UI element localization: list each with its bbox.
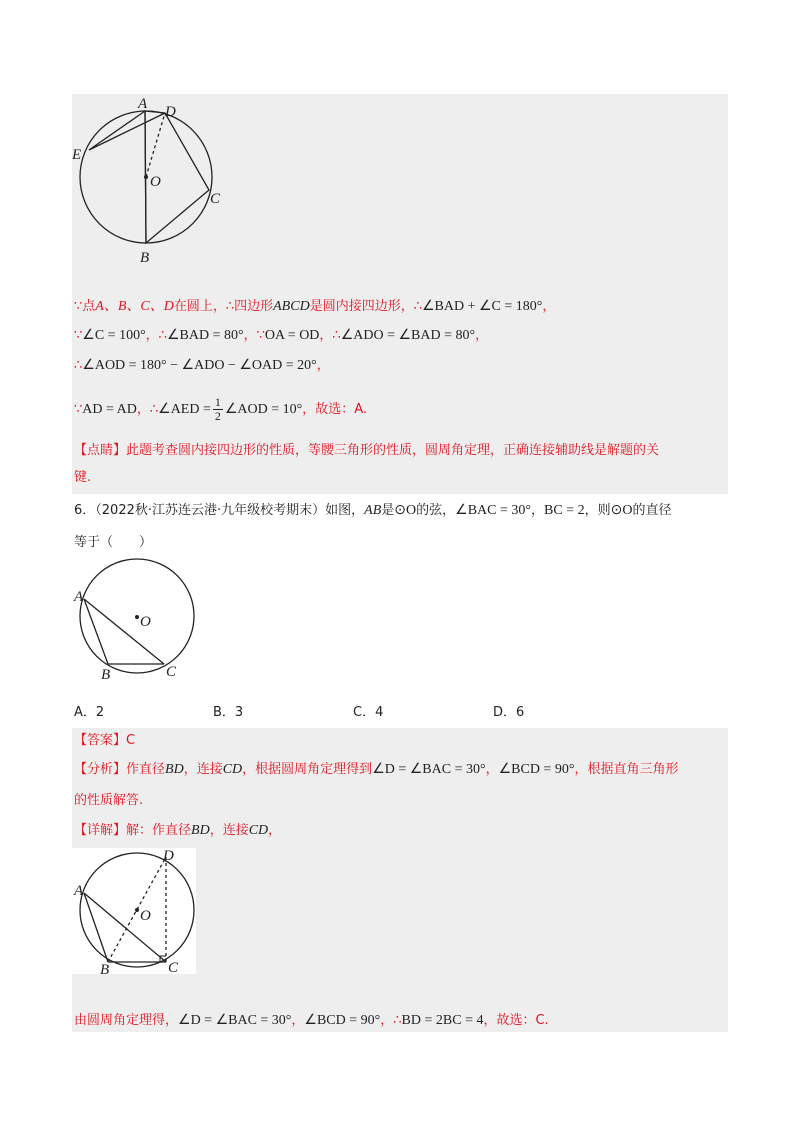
option-b[interactable]: B．3 <box>213 705 244 720</box>
label-a: A <box>138 96 148 112</box>
figure-1-cyclic-quadrilateral <box>70 94 240 269</box>
option-a[interactable]: A．2 <box>74 705 105 720</box>
detail-line: 【详解】解：作直径BD，连接CD， <box>74 823 282 838</box>
label-b: B <box>140 250 150 266</box>
detail-tag: 【详解】 <box>74 823 127 838</box>
comment-tag: 【点睛】 <box>74 443 127 458</box>
figure-3-diameter-construction <box>72 848 197 978</box>
label-d: D <box>165 104 176 120</box>
option-c[interactable]: C．4 <box>353 705 384 720</box>
label-o: O <box>150 174 161 190</box>
label-c: C <box>168 960 179 976</box>
solution-line-1: ∵点A、B、C、D在圆上，∴四边形ABCD是圆内接四边形，∴∠BAD + ∠C = 180°， <box>74 299 556 314</box>
final-line: 由圆周角定理得，∠D = ∠BAC = 30°，∠BCD = 90°，∴BD = 2BC = 4，故选：C. <box>74 1013 549 1028</box>
label-d: D <box>163 848 174 864</box>
label-b: B <box>101 667 111 683</box>
label-o: O <box>140 908 151 924</box>
option-d[interactable]: D．6 <box>493 705 525 720</box>
analysis-line-2: 的性质解答. <box>74 793 144 808</box>
analysis-line: 【分析】作直径BD，连接CD，根据圆周角定理得到∠D = ∠BAC = 30°，∠BCD = 90°，根据直角三角形 <box>74 762 679 777</box>
comment-tail: 键. <box>74 470 92 485</box>
label-b: B <box>100 962 110 978</box>
answer-tag: 【答案】 <box>74 733 127 748</box>
label-e: E <box>72 147 82 163</box>
solution-line-3: ∴∠AOD = 180° − ∠ADO − ∠OAD = 20°， <box>74 358 330 373</box>
label-o: O <box>140 614 151 630</box>
label-a: A <box>74 589 84 605</box>
analysis-tag: 【分析】 <box>74 762 127 777</box>
label-c: C <box>210 191 221 207</box>
question-6-stem-line-2: 等于（ ） <box>74 535 153 550</box>
fraction-one-half: $\frac{1}{2}$ <box>214 395 221 423</box>
label-c: C <box>166 664 177 680</box>
question-6-stem: 6．（2022秋·江苏连云港·九年级校考期末）如图，AB是⊙O的弦，∠BAC = 30°，BC = 2，则⊙O的直径 <box>74 503 672 518</box>
solution-line-4: ∵AD = AD，∴∠AED = $\frac{1}{2}$ ∠AOD = 10°，故选：A. <box>74 395 368 423</box>
comment-line: 【点睛】此题考查圆内接四边形的性质，等腰三角形的性质，圆周角定理，正确连接辅助线是解题的关 <box>74 443 660 458</box>
label-a: A <box>74 883 84 899</box>
answer-line <box>74 730 724 752</box>
figure-2-circle-chord <box>70 560 210 685</box>
answer-value: C <box>126 733 136 748</box>
solution-line-2: ∵∠C = 100°，∴∠BAD = 80°，∵OA = OD，∴∠ADO = ∠BAD = 80°， <box>74 328 489 343</box>
